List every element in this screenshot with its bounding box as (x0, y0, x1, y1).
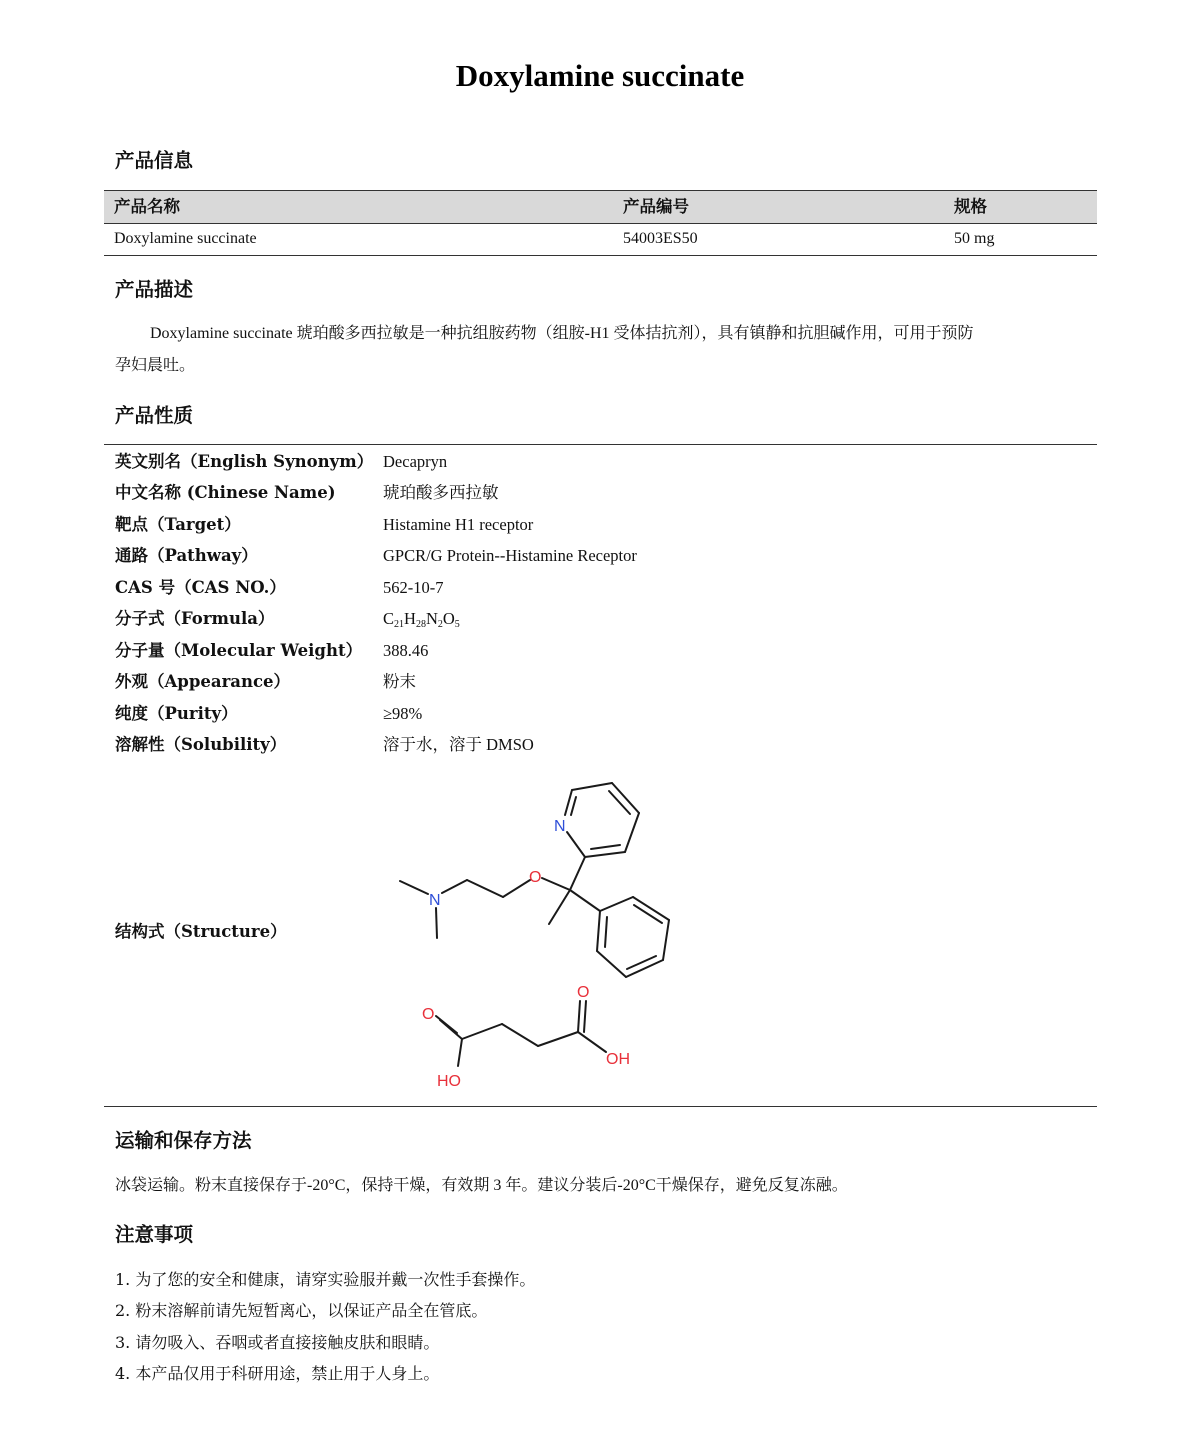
info-table-header (104, 190, 1097, 224)
cell-product-code: 54003ES50 (623, 230, 698, 247)
cell-spec: 50 mg (954, 230, 995, 247)
atom-oh: OH (606, 1051, 630, 1068)
property-row (115, 540, 1095, 571)
property-key: 中文名称 (Chinese Name) (115, 483, 336, 502)
atom-ho: HO (437, 1073, 461, 1090)
property-key: 外观（Appearance） (115, 672, 290, 691)
structure-diagram (380, 770, 710, 1100)
property-key: 分子式（Formula） (115, 609, 275, 628)
property-row (115, 477, 1095, 508)
divider (104, 1106, 1097, 1107)
atom-n-amine: N (429, 892, 441, 909)
property-row (115, 509, 1095, 540)
property-key: 纯度（Purity） (115, 704, 238, 723)
formula-value: $C_{21}H_{28}N_2O_5$ (383, 609, 460, 630)
property-row (115, 572, 1095, 603)
divider (104, 444, 1097, 445)
cell-product-name: Doxylamine succinate (114, 230, 257, 247)
property-value: Histamine H1 receptor (383, 515, 534, 534)
property-row (115, 698, 1095, 729)
header-product-code: 产品编号 (623, 197, 689, 216)
succinic-acid-bonds (436, 1001, 606, 1066)
atom-o-ether: O (529, 869, 542, 886)
description-line-1: Doxylamine succinate 琥珀酸多西拉敏是一种抗组胺药物（组胺-H1 受体拮抗剂），具有镇静和抗胆碱作用，可用于预防 (150, 325, 974, 342)
property-value: 粉末 (383, 672, 416, 691)
info-table-row (104, 223, 1097, 256)
atom-o-acid-1: O (422, 1006, 435, 1023)
description-line-2: 孕妇晨吐。 (115, 357, 196, 374)
header-product-name: 产品名称 (114, 197, 180, 216)
property-value: 562-10-7 (383, 578, 444, 597)
property-row (115, 446, 1095, 477)
property-row (115, 729, 1095, 760)
section-heading-description: 产品描述 (115, 278, 194, 301)
note-item: 3. 请勿吸入、吞咽或者直接接触皮肤和眼睛。 (115, 1333, 440, 1352)
property-value: Decapryn (383, 452, 448, 471)
section-heading-notes: 注意事项 (115, 1223, 194, 1246)
property-value: ≥98% (383, 704, 423, 723)
atom-o-acid-2: O (577, 984, 590, 1001)
note-item: 1. 为了您的安全和健康，请穿实验服并戴一次性手套操作。 (115, 1270, 536, 1289)
property-key: CAS 号（CAS NO.） (115, 578, 286, 597)
note-item: 2. 粉末溶解前请先短暂离心，以保证产品全在管底。 (115, 1301, 488, 1320)
property-row (115, 666, 1095, 697)
storage-text: 冰袋运输。粉末直接保存于-20°C，保持干燥，有效期 3 年。建议分装后-20°C干燥保存，避免反复冻融。 (115, 1177, 848, 1194)
section-heading-info: 产品信息 (115, 149, 194, 172)
page-title: Doxylamine succinate (455, 58, 745, 93)
property-row (115, 603, 1095, 634)
atom-n-pyridine: N (554, 818, 566, 835)
section-heading-storage: 运输和保存方法 (115, 1129, 252, 1152)
structure-label: 结构式（Structure） (115, 922, 287, 941)
header-spec: 规格 (954, 197, 987, 216)
property-key: 分子量（Molecular Weight） (115, 641, 363, 660)
property-key: 溶解性（Solubility） (115, 735, 287, 754)
property-key: 靶点（Target） (115, 515, 241, 534)
property-value: GPCR/G Protein--Histamine Receptor (383, 546, 637, 565)
property-row (115, 635, 1095, 666)
section-heading-properties: 产品性质 (115, 404, 194, 427)
property-value: 388.46 (383, 641, 429, 660)
property-key: 通路（Pathway） (115, 546, 258, 565)
atom-labels (422, 818, 630, 1090)
property-value: 琥珀酸多西拉敏 (383, 483, 499, 502)
note-item: 4. 本产品仅用于科研用途，禁止用于人身上。 (115, 1364, 440, 1383)
property-key: 英文别名（English Synonym） (115, 452, 374, 471)
property-value: 溶于水，溶于 DMSO (383, 735, 534, 754)
